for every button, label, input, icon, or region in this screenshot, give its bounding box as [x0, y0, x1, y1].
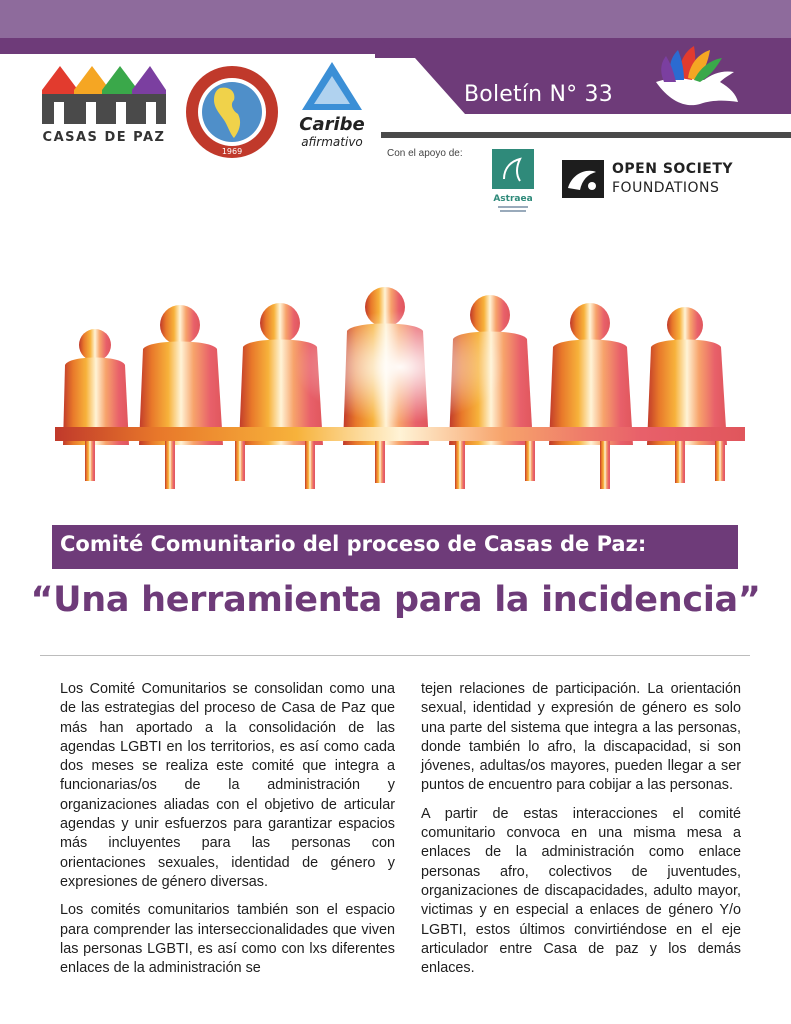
left-column	[60, 680, 395, 987]
casas-de-paz-label: CASAS DE PAZ	[42, 130, 166, 145]
divider	[40, 655, 750, 656]
iaf-year: 1969	[221, 147, 243, 156]
caribe-afirmativo-logo	[292, 58, 372, 154]
article-subtitle: “Una herramienta para la incidencia”	[30, 580, 761, 620]
header-rule	[381, 132, 791, 138]
right-paragraph-1: tejen relaciones de participación. La orientación sexual, identidad y expresión de género es solo una parte del sistema que integra a las personas, donde también lo afro, la discapacidad, si son jóvenes, adultas/os mayores, pueden llegar a ser puntos de encuentro para cobijar a las personas.	[421, 681, 741, 794]
inter-american-foundation-logo	[184, 64, 280, 160]
astraea-logo	[490, 147, 536, 215]
meeting-silhouettes-image	[55, 285, 745, 495]
left-paragraph-2: Los comités comunitarios también son el espacio para comprender las interseccionalidades que viven las personas LGBTI, es así como con lxs diferentes enlaces de la administración se	[60, 902, 395, 977]
caribe-line1: Caribe	[299, 114, 365, 135]
right-column	[421, 680, 741, 987]
section-title: Comité Comunitario del proceso de Casas de Paz:	[60, 532, 647, 556]
right-paragraph-2: A partir de estas interacciones el comité comunitario convoca en una misma mesa a enlaces de la administración como enlace personas afro, colectivos de juventudes, organizaciones de discapacidades, adulto mayor, victimas y en especial a enlaces de género Y/o LGBTI, estos últimos convirtiéndose en el eje articulador entre Casa de paz y los demás enlaces.	[421, 805, 741, 977]
dove-icon	[650, 42, 746, 112]
open-society-icon	[562, 160, 604, 198]
bulletin-title: Boletín N° 33	[464, 82, 613, 107]
astraea-label: Astraea	[493, 194, 533, 204]
caribe-line2: afirmativo	[301, 135, 363, 149]
open-society-wordmark	[612, 160, 733, 198]
osf-line1: OPEN SOCIETY	[612, 161, 734, 177]
support-label: Con el apoyo de:	[387, 148, 463, 159]
top-bar	[0, 0, 791, 38]
osf-line2: FOUNDATIONS	[612, 180, 720, 196]
left-paragraph-1: Los Comité Comunitarios se consolidan como una de las estrategias del proceso de Casa de Paz que más han aportado a la consolidación de las agendas LGBTI en los territorios, es así como cada dos meses se realiza este comité que integra a funcionarias/os de la administración y organizaciones aliadas con el objetivo de articular agendas y unir esfuerzos para garantizar espacios más incluyentes para las personas con orientaciones sexuales, identidad de género y expresiones de género diversas.	[60, 681, 395, 890]
